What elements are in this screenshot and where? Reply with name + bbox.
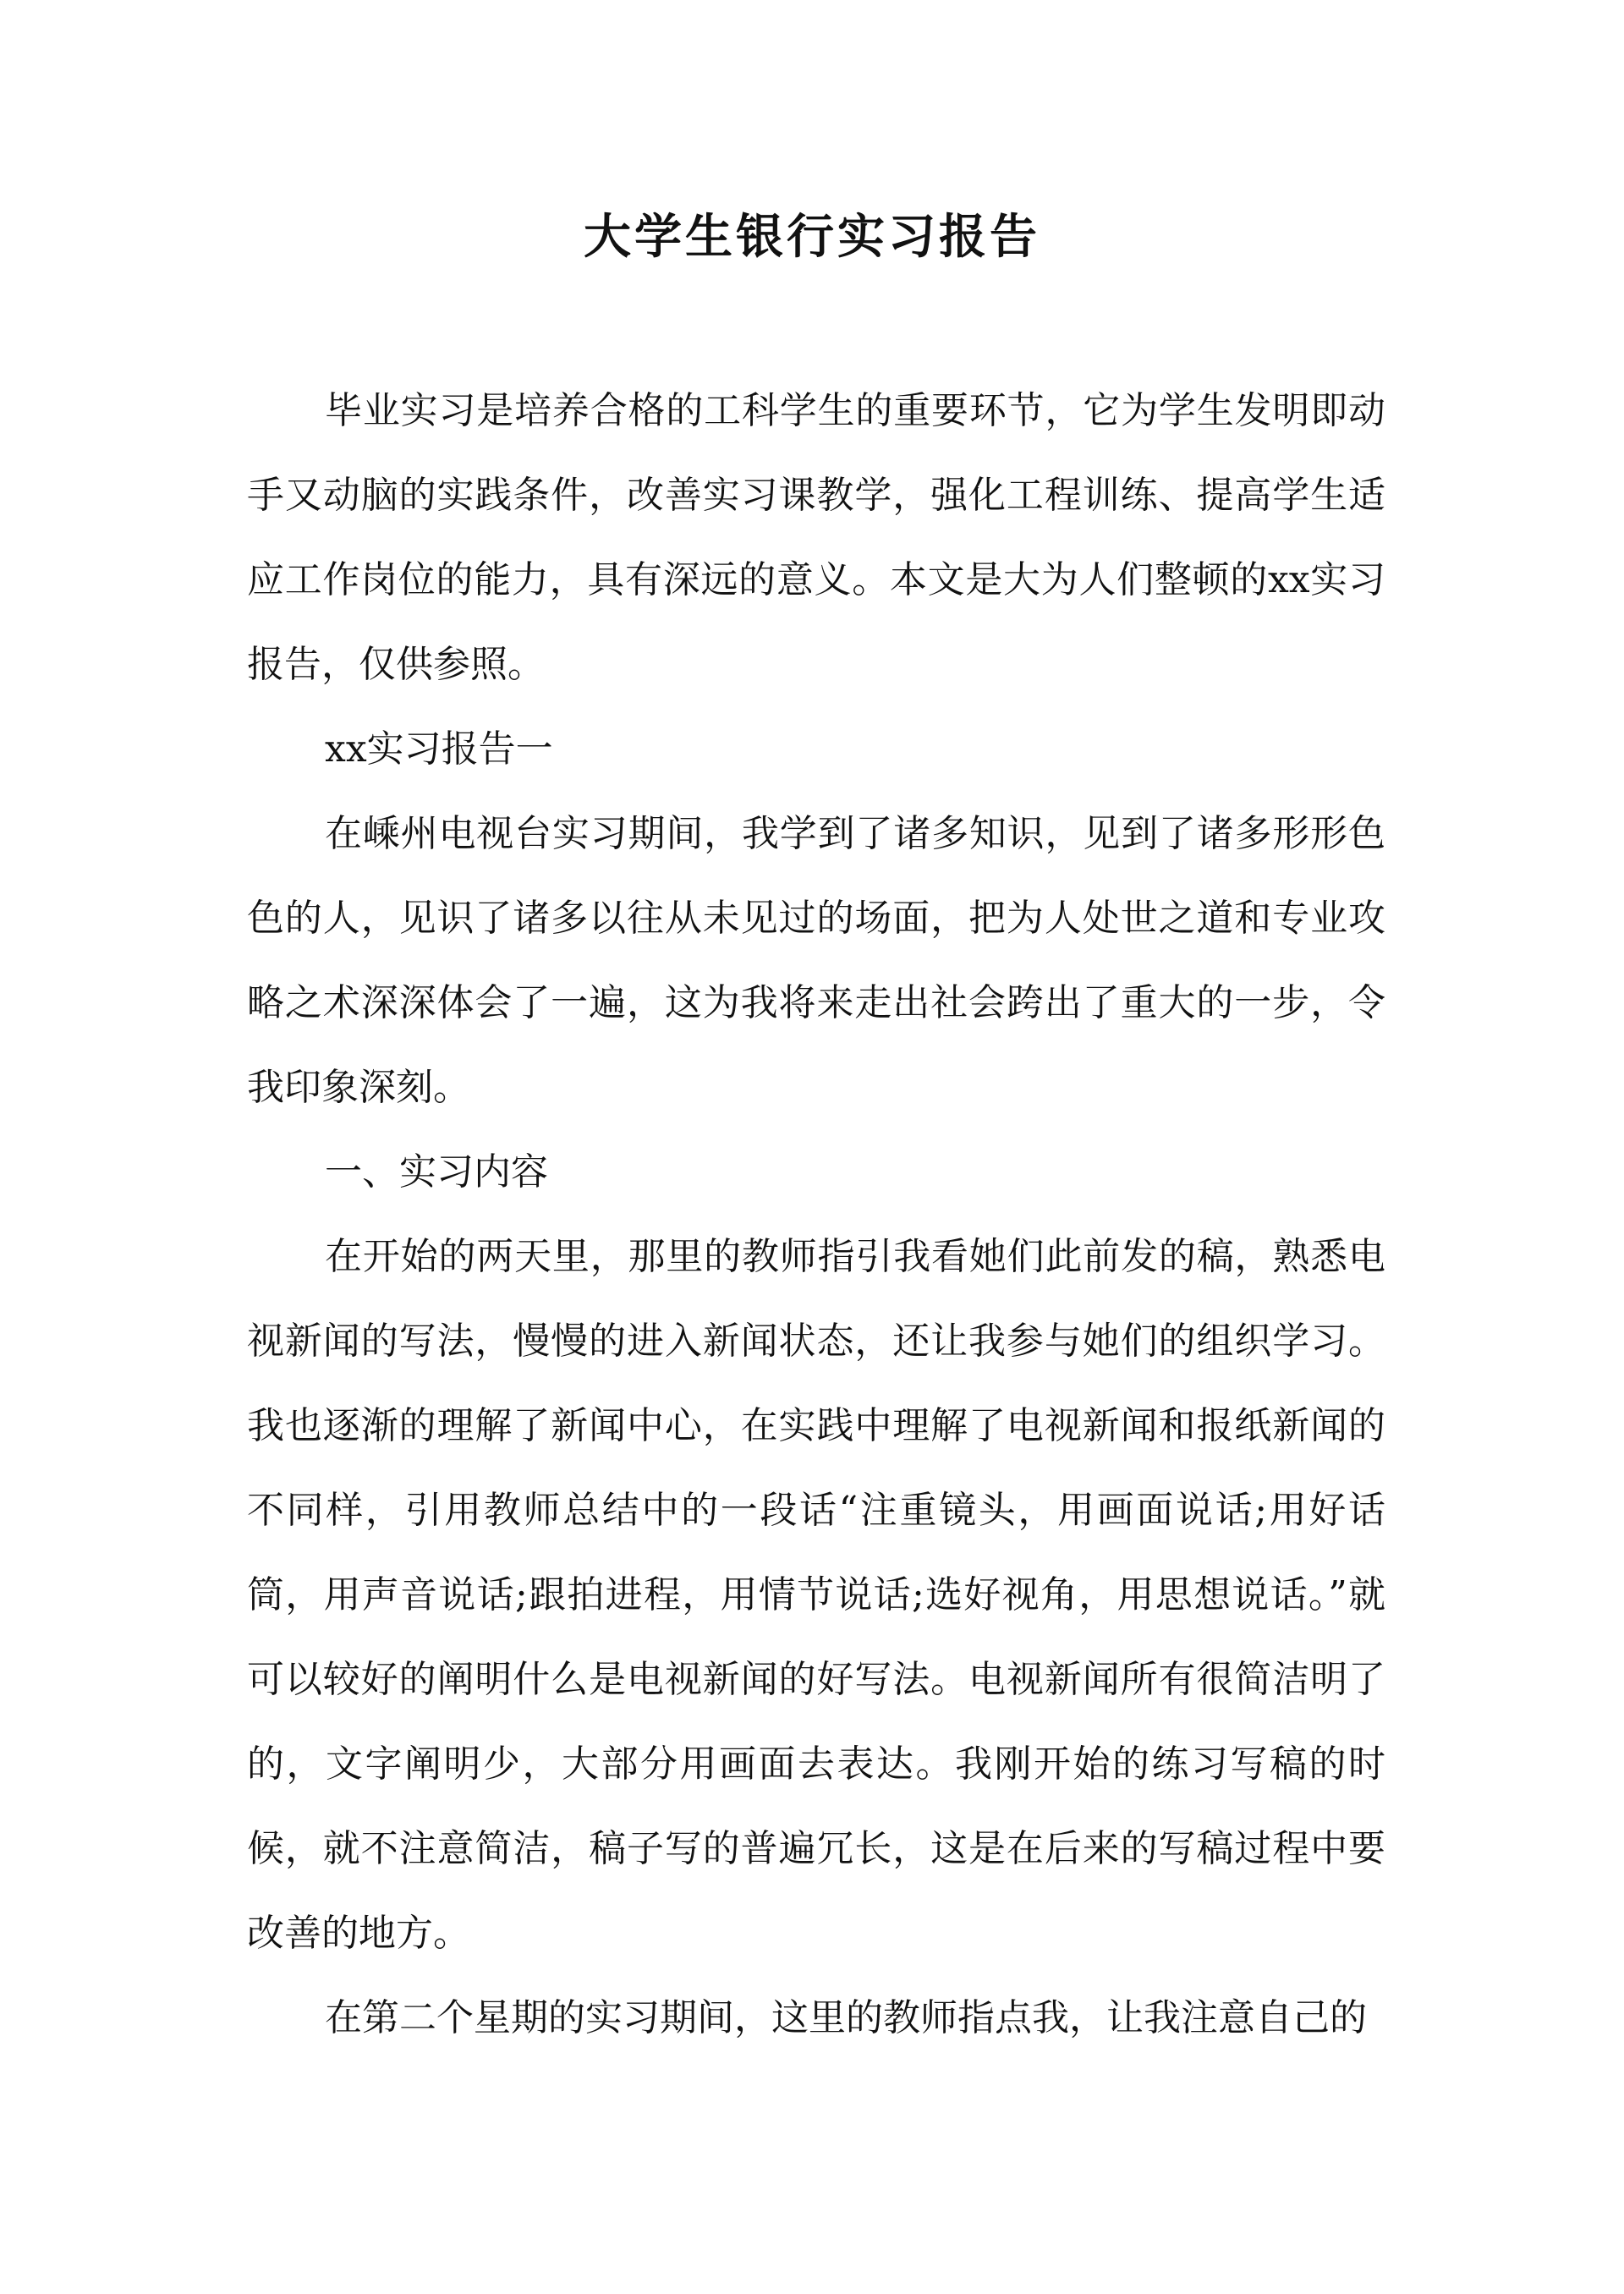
document-body (247, 369, 1385, 2061)
section-heading-internship-content: 一、实习内容 (325, 1150, 548, 1194)
body-paragraph: 在开始的两天里，那里的教师指引我看她们此前发的稿，熟悉电视新闻的写法，慢慢的进入新闻状态，还让我参与她们的组织学习。我也逐渐的理解了新闻中心，在实践中理解了电视新闻和报纸新闻的不同样，引用教师总结中的一段话“注重镜头，用画面说话;用好话筒，用声音说话;跟拍进程，用情节说话;选好视角，用思想说话。”就可以较好的阐明什么是电视新闻的好写法。电视新闻所有很简洁明了的，文字阐明少，大部分用画面去表达。我刚开始的练习写稿的时候，就不注意简洁，稿子写的普遍冗长，这是在后来的写稿过程中要改善的地方。 (247, 1235, 1385, 1955)
body-paragraph: 在嵊州电视台实习期间，我学到了诸多知识，见到了诸多形形色色的人，见识了诸多以往从未见过的场面，把为人处世之道和专业攻略之术深深体会了一遍，这为我将来走出社会跨出了重大的一步，令我印象深刻。 (247, 812, 1385, 1109)
section-heading-report-one: xx实习报告一 (325, 727, 553, 771)
document-title: 大学生银行实习报告 (584, 209, 1040, 265)
intro-paragraph: 毕业实习是培养合格的工科学生的重要环节，它为学生发明即动手又动脑的实践条件，改善实习课教学，强化工程训练、提高学生适应工作岗位的能力，具有深远的意义。本文是大为人们整顿的xx实习报告，仅供参照。 (247, 389, 1385, 686)
body-paragraph: 在第二个星期的实习期间，这里的教师指点我，让我注意自己的 (325, 1996, 1367, 2039)
